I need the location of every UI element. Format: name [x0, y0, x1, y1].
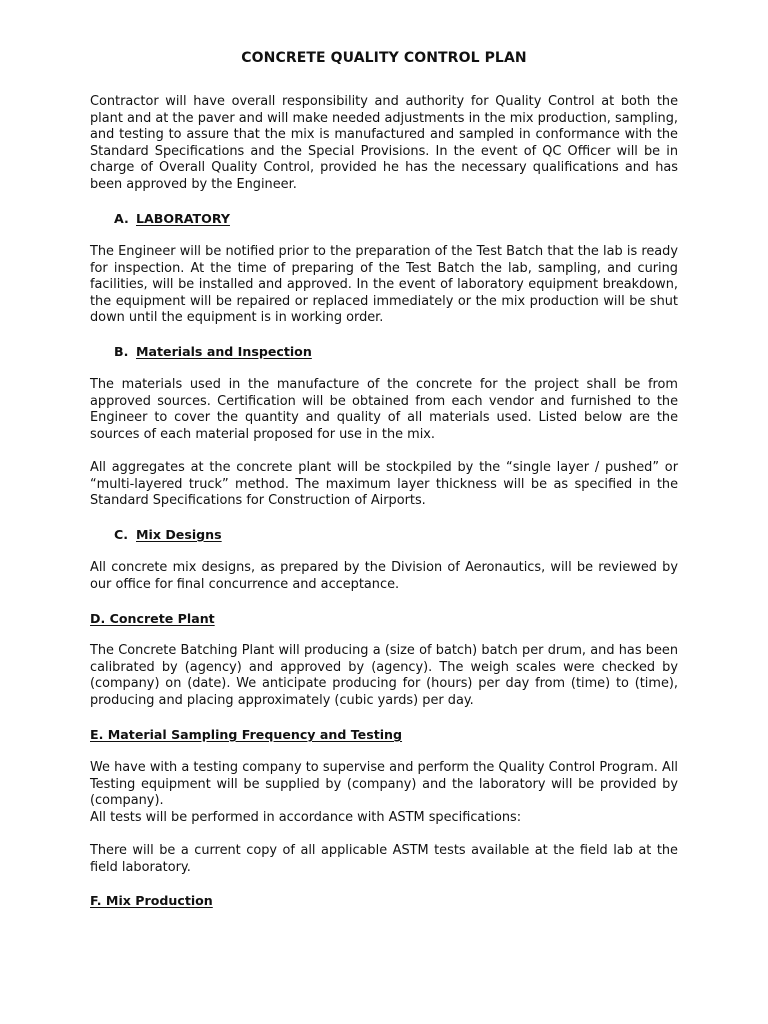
section-c-letter: C. — [114, 527, 129, 542]
document-title: CONCRETE QUALITY CONTROL PLAN — [241, 50, 527, 66]
section-e-paragraph-2: All tests will be performed in accordance with ASTM specifications: — [90, 810, 522, 825]
section-a-paragraph-1: The Engineer will be notified prior to the preparation of the Test Batch that the lab is ready for inspection. At the time of preparing of the Test Batch the lab, sampling, and curing facilities, will be installed and approved. In the event of laboratory equipment breakdown, the equipment will be repaired or replaced immediately or the mix production will be shut down until the equipment is in working order. — [90, 244, 678, 326]
section-d-paragraph-1: The Concrete Batching Plant will producing a (size of batch) batch per drum, and has been calibrated by (agency) and approved by (agency). The weigh scales were checked by (company) on (date). We anticipate producing for (hours) per day from (time) to (time), producing and placing approximately (cubic yards) per day. — [90, 643, 678, 708]
section-d-heading — [90, 611, 215, 627]
section-c-heading — [114, 527, 222, 543]
section-d-title: D. Concrete Plant — [90, 611, 215, 626]
section-e-heading — [90, 727, 402, 743]
section-c-paragraph-1: All concrete mix designs, as prepared by the Division of Aeronautics, will be reviewed by our office for final concurrence and acceptance. — [90, 560, 678, 592]
section-e-title: E. Material Sampling Frequency and Testing — [90, 727, 403, 742]
section-f-title: F. Mix Production — [90, 893, 213, 908]
section-a-letter: A. — [114, 211, 129, 226]
section-b-letter: B. — [114, 344, 129, 359]
intro-paragraph: Contractor will have overall responsibility and authority for Quality Control at both the plant and at the paver and will make needed adjustments in the mix production, sampling, and testing to assure that the mix is manufactured and sampled in conformance with the Standard Specifications and the Special Provisions. In the event of QC Officer will be in charge of Overall Quality Control, provided he has the necessary qualifications and has been approved by the Engineer. — [90, 94, 678, 192]
section-f-heading — [90, 893, 213, 909]
section-e-paragraph-1: We have with a testing company to supervise and perform the Quality Control Program. All Testing equipment will be supplied by (company) and the laboratory will be provided by (company). — [90, 760, 678, 809]
section-b-heading — [114, 344, 312, 360]
section-a-title: LABORATORY — [136, 211, 230, 226]
section-b-title: Materials and Inspection — [136, 344, 312, 359]
section-b-paragraph-1: The materials used in the manufacture of the concrete for the project shall be from approved sources. Certification will be obtained from each vendor and furnished to the Engineer to cover the quantity and quality of all materials used. Listed below are the sources of each material proposed for use in the mix. — [90, 377, 678, 442]
section-b-paragraph-2: All aggregates at the concrete plant will be stockpiled by the “single layer / pushed” or “multi-layered truck” method. The maximum layer thickness will be as specified in the Standard Specifications for Construction of Airports. — [90, 460, 678, 509]
section-e-paragraph-3: There will be a current copy of all applicable ASTM tests available at the field lab at the field laboratory. — [90, 843, 678, 875]
section-c-title: Mix Designs — [136, 527, 222, 542]
section-a-heading — [114, 211, 230, 227]
